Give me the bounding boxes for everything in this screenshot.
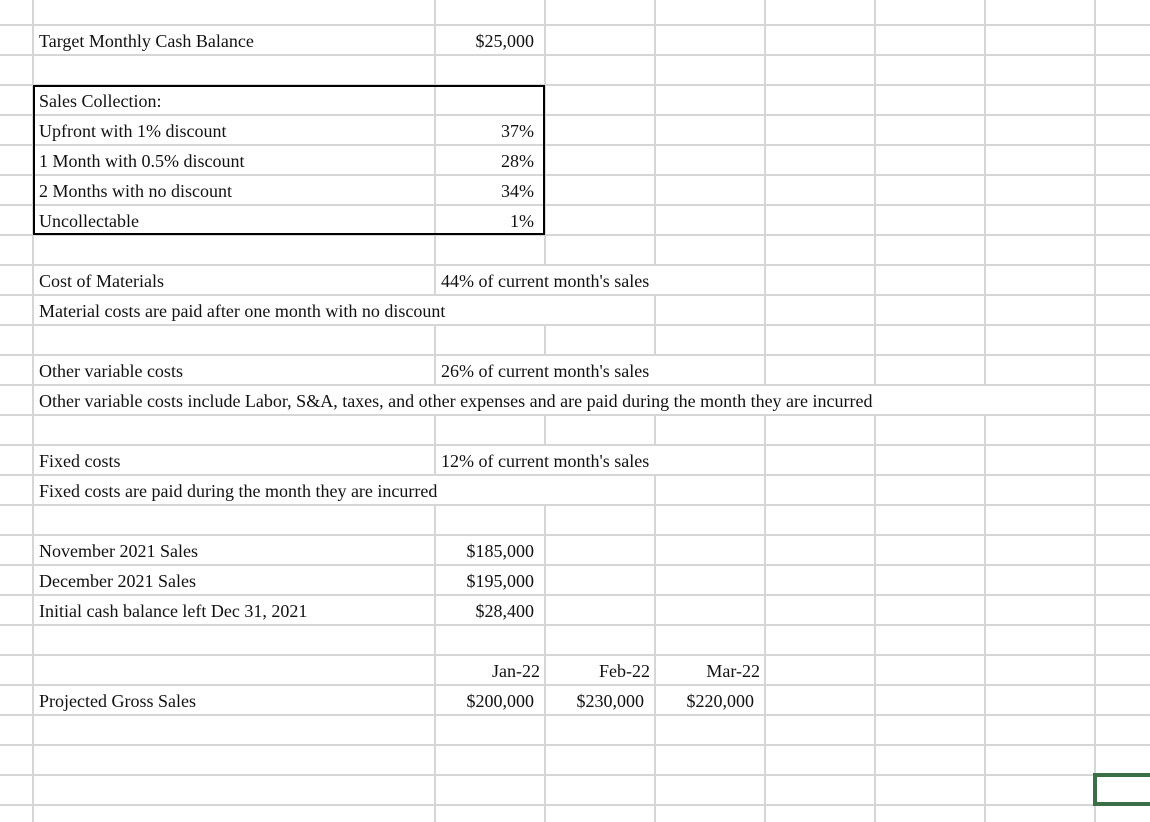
target-cash-label[interactable]: Target Monthly Cash Balance xyxy=(39,31,254,51)
selected-cell[interactable] xyxy=(1093,773,1150,806)
projected-sales-label[interactable]: Projected Gross Sales xyxy=(39,691,196,711)
gridline xyxy=(1094,0,1096,822)
gridline xyxy=(0,744,1150,746)
gridline xyxy=(0,504,1150,506)
gridline xyxy=(0,54,1150,56)
gridline xyxy=(0,414,1150,416)
materials-label[interactable]: Cost of Materials xyxy=(39,271,164,291)
gridline xyxy=(0,234,1150,236)
collection-item-value[interactable]: 28% xyxy=(501,151,534,171)
collection-item-label[interactable]: 2 Months with no discount xyxy=(39,181,233,201)
month-header-feb[interactable]: Feb-22 xyxy=(599,661,650,681)
collection-item-label[interactable]: Uncollectable xyxy=(39,211,139,231)
sales-collection-header[interactable]: Sales Collection: xyxy=(39,91,162,111)
collection-item-label[interactable]: 1 Month with 0.5% discount xyxy=(39,151,245,171)
history-value[interactable]: $28,400 xyxy=(475,601,534,621)
collection-item-value[interactable]: 34% xyxy=(501,181,534,201)
history-label[interactable]: November 2021 Sales xyxy=(39,541,198,561)
variable-costs-value[interactable]: 26% of current month's sales xyxy=(436,356,764,384)
fixed-costs-label[interactable]: Fixed costs xyxy=(39,451,121,471)
history-label[interactable]: December 2021 Sales xyxy=(39,571,196,591)
fixed-costs-note[interactable]: Fixed costs are paid during the month they are incurred xyxy=(34,476,654,504)
collection-item-label[interactable]: Upfront with 1% discount xyxy=(39,121,227,141)
gridline xyxy=(0,624,1150,626)
variable-costs-note[interactable]: Other variable costs include Labor, S&A, taxes, and other expenses and are paid during the month they are incurred xyxy=(34,386,1094,414)
gridline xyxy=(0,714,1150,716)
month-header-mar[interactable]: Mar-22 xyxy=(706,661,760,681)
collection-item-value[interactable]: 37% xyxy=(501,121,534,141)
projected-sales-mar[interactable]: $220,000 xyxy=(686,691,754,711)
gridline xyxy=(0,804,1150,806)
materials-note[interactable]: Material costs are paid after one month with no discount xyxy=(34,296,654,324)
projected-sales-feb[interactable]: $230,000 xyxy=(576,691,644,711)
history-label[interactable]: Initial cash balance left Dec 31, 2021 xyxy=(39,601,308,621)
month-header-jan[interactable]: Jan-22 xyxy=(492,661,540,681)
target-cash-value[interactable]: $25,000 xyxy=(475,31,534,51)
collection-item-value[interactable]: 1% xyxy=(510,211,534,231)
projected-sales-jan[interactable]: $200,000 xyxy=(466,691,534,711)
gridline xyxy=(0,324,1150,326)
variable-costs-label[interactable]: Other variable costs xyxy=(39,361,183,381)
fixed-costs-value[interactable]: 12% of current month's sales xyxy=(436,446,764,474)
history-value[interactable]: $195,000 xyxy=(466,571,534,591)
gridline xyxy=(0,774,1150,776)
history-value[interactable]: $185,000 xyxy=(466,541,534,561)
materials-value[interactable]: 44% of current month's sales xyxy=(436,266,764,294)
